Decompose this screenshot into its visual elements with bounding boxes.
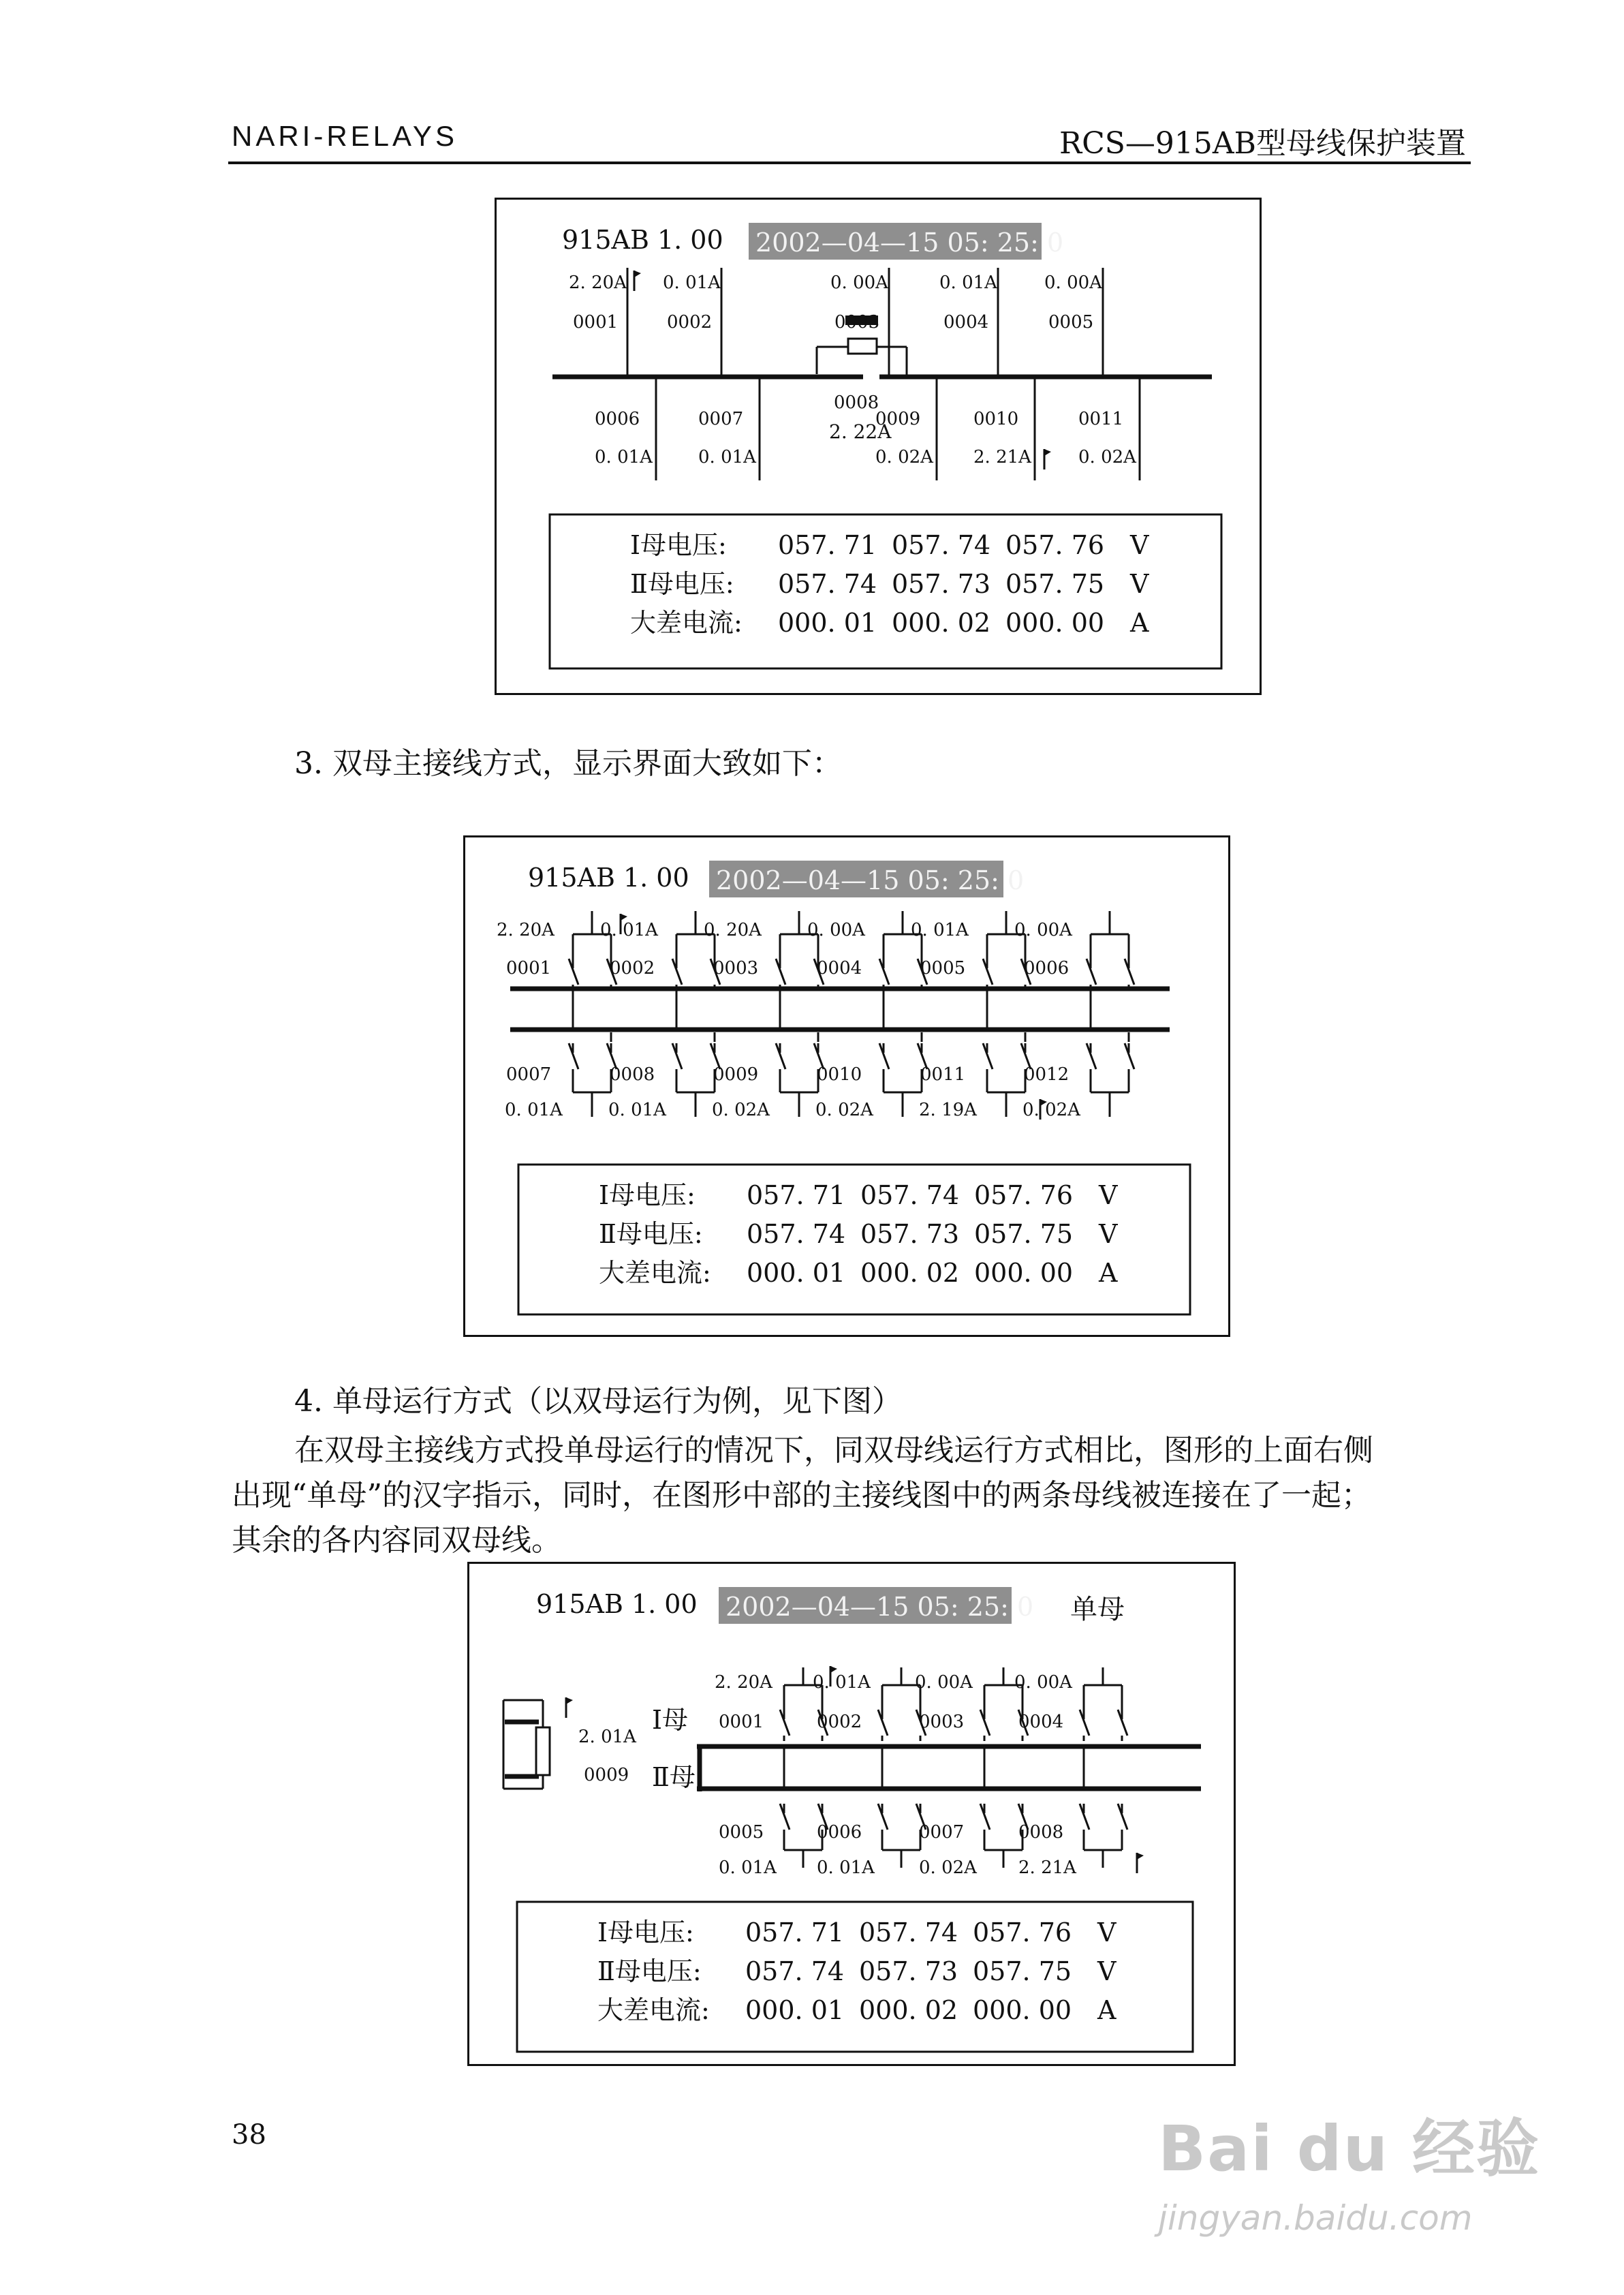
figure1-top-bay-id: 0003: [834, 312, 880, 333]
section4-line3: 其余的各内容同双母线。: [232, 1523, 561, 1558]
figure2-meas-value: 057. 73: [860, 1219, 960, 1249]
figure2-meas-value: 000. 02: [860, 1258, 960, 1288]
figure1-coupler-current: 2. 22A: [829, 420, 892, 443]
figure2-top-bay-id: 0006: [1024, 958, 1069, 979]
figure2-meas-value: 057. 76: [974, 1180, 1074, 1210]
figure2-top-bay-id: 0003: [713, 958, 759, 979]
figure3-bottom-bay-id: 0005: [719, 1822, 764, 1843]
header-brand: NARI-RELAYS: [232, 120, 458, 152]
figure2-bottom-bay-current: 0. 01A: [608, 1100, 666, 1120]
figure1-bottom-bay-current: 0. 01A: [595, 447, 653, 467]
figure2-top-bay-current: 0. 01A: [600, 920, 658, 940]
figure3-meas-label: 大差电流:: [597, 1995, 710, 2025]
section3-heading: 3. 双母主接线方式，显示界面大致如下：: [294, 746, 842, 781]
figure1-meas-value: 057. 73: [892, 569, 991, 599]
header-rule: [228, 161, 1471, 164]
figure2-meas-value: 057. 71: [747, 1180, 846, 1210]
figure2-top-bay-id: 0001: [506, 958, 552, 979]
figure1-diagram: [497, 200, 1260, 693]
figure3-meas-value: 057. 71: [745, 1917, 845, 1947]
figure3-top-bay-id: 0003: [919, 1712, 965, 1732]
figure1-top-bay-id: 0004: [943, 312, 989, 333]
figure2-top-bay-current: 2. 20A: [497, 920, 555, 940]
figure1-bottom-bay-id: 0006: [595, 409, 640, 429]
figure3-top-bay-current: 0. 01A: [813, 1672, 871, 1693]
figure3-meas-value: 000. 01: [745, 1995, 845, 2025]
figure3-version-label: 915AB 1. 00: [536, 1589, 698, 1619]
figure1-top-bay-id: 0001: [573, 312, 619, 333]
figure1-meas-unit: V: [1130, 530, 1149, 560]
figure-single-bus-sectioned: [495, 198, 1262, 695]
figure2-bottom-bay-id: 0009: [713, 1064, 759, 1085]
figure1-datetime: 2002—04—15 05: 25: 0: [755, 228, 1064, 258]
figure2-meas-value: 057. 74: [747, 1219, 846, 1249]
figure1-top-bay-current: 0. 01A: [663, 273, 721, 293]
figure1-top-bay-flag: [634, 271, 641, 277]
figure3-diagram: [469, 1564, 1234, 2064]
figure1-meas-value: 057. 74: [892, 530, 991, 560]
figure3-bottom-bay-current: 0. 02A: [919, 1858, 977, 1878]
figure3-bottom-bay-id: 0006: [817, 1822, 862, 1843]
figure2-meas-unit: A: [1099, 1258, 1118, 1288]
figure1-meas-label: Ⅰ母电压:: [630, 530, 727, 560]
figure2-diagram: [465, 837, 1228, 1335]
figure2-top-bay-id: 0002: [610, 958, 655, 979]
figure3-datetime: 2002—04—15 05: 25: 0: [725, 1592, 1034, 1622]
figure3-bottom-bay-current: 2. 21A: [1018, 1858, 1076, 1878]
figure3-bottom-bay-id: 0008: [1018, 1822, 1064, 1843]
figure1-meas-value: 057. 75: [1005, 569, 1105, 599]
figure-double-bus: [463, 835, 1230, 1337]
figure3-bottom-bay-flag: [1137, 1853, 1144, 1860]
figure3-top-bay-current: 0. 00A: [1014, 1672, 1072, 1693]
figure1-bottom-bay-id: 0010: [973, 409, 1019, 429]
figure1-meas-value: 057. 76: [1005, 530, 1105, 560]
figure3-top-bay-id: 0004: [1018, 1712, 1064, 1732]
figure3-meas-value: 057. 76: [973, 1917, 1072, 1947]
figure2-datetime: 2002—04—15 05: 25: 0: [716, 865, 1025, 895]
figure1-top-bay-current: 0. 01A: [939, 273, 997, 293]
figure2-top-bay-id: 0005: [920, 958, 966, 979]
figure1-bottom-bay-current: 0. 02A: [1078, 447, 1136, 467]
figure3-meas-value: 057. 74: [859, 1917, 958, 1947]
figure2-bottom-bay-current: 0. 02A: [712, 1100, 770, 1120]
figure2-version-label: 915AB 1. 00: [528, 863, 689, 893]
figure1-top-bay-current: 0. 00A: [1044, 273, 1102, 293]
figure2-bottom-bay-current: 0. 02A: [815, 1100, 873, 1120]
figure2-meas-label: Ⅰ母电压:: [599, 1180, 696, 1210]
page-number: 38: [232, 2119, 266, 2151]
section4-line1: 在双母主接线方式投单母运行的情况下，同双母线运行方式相比，图形的上面右侧: [294, 1433, 1373, 1468]
figure2-bottom-bay-id: 0007: [506, 1064, 552, 1085]
figure2-bottom-bay-current: 0. 01A: [505, 1100, 563, 1120]
figure2-meas-value: 057. 74: [860, 1180, 960, 1210]
figure1-top-bay-id: 0002: [667, 312, 713, 333]
figure3-mode-label: 单母: [1070, 1594, 1125, 1625]
figure3-coupler-id: 0009: [584, 1765, 629, 1785]
figure2-meas-value: 000. 00: [974, 1258, 1074, 1288]
section4-heading: 4. 单母运行方式（以双母运行为例，见下图）: [294, 1384, 902, 1419]
figure1-meas-value: 000. 02: [892, 608, 991, 638]
figure2-top-bay-current: 0. 00A: [1014, 920, 1072, 940]
figure2-bottom-bay-current: 2. 19A: [919, 1100, 977, 1120]
figure1-meas-label: Ⅱ母电压:: [630, 569, 734, 599]
figure2-meas-label: 大差电流:: [599, 1258, 711, 1288]
header-product-title: RCS—915AB型母线保护装置: [1059, 126, 1466, 161]
figure-single-bus-operation: [467, 1562, 1236, 2066]
figure2-top-bay-current: 0. 00A: [807, 920, 865, 940]
figure1-top-bay-current: 0. 00A: [830, 273, 888, 293]
figure3-top-bay-id: 0002: [817, 1712, 862, 1732]
figure1-meas-value: 000. 00: [1005, 608, 1105, 638]
figure1-bottom-bay-current: 0. 01A: [698, 447, 756, 467]
figure3-meas-unit: A: [1097, 1995, 1116, 2025]
figure2-bottom-bay-id: 0008: [610, 1064, 655, 1085]
figure2-meas-label: Ⅱ母电压:: [599, 1219, 703, 1249]
figure3-coupler-ct: [536, 1727, 550, 1775]
figure3-top-bay-current: 2. 20A: [715, 1672, 772, 1693]
figure1-top-bay-id: 0005: [1048, 312, 1094, 333]
figure3-meas-value: 057. 74: [745, 1956, 845, 1986]
figure3-meas-value: 057. 75: [973, 1956, 1072, 1986]
figure3-meas-label: Ⅱ母电压:: [597, 1956, 702, 1986]
figure2-bottom-bay-id: 0010: [817, 1064, 862, 1085]
figure1-bottom-bay-id: 0009: [875, 409, 921, 429]
figure1-meas-value: 057. 74: [778, 569, 877, 599]
figure3-top-bay-id: 0001: [719, 1712, 764, 1732]
watermark-brand: Bai du 经验: [1158, 2112, 1541, 2185]
figure1-meas-unit: A: [1130, 608, 1149, 638]
figure1-meas-label: 大差电流:: [630, 608, 743, 638]
figure1-coupler-id: 0008: [834, 392, 879, 413]
figure3-coupler-current: 2. 01A: [578, 1727, 636, 1747]
figure1-meas-value: 000. 01: [778, 608, 877, 638]
figure2-bottom-bay-id: 0012: [1024, 1064, 1069, 1085]
figure2-top-bay-current: 0. 01A: [911, 920, 969, 940]
figure3-meas-unit: V: [1097, 1956, 1116, 1986]
figure1-bottom-bay-flag: [1044, 449, 1051, 456]
figure3-meas-value: 000. 02: [859, 1995, 958, 2025]
figure3-bus1-label: Ⅰ母: [652, 1705, 689, 1735]
figure1-bottom-bay-current: 0. 02A: [875, 447, 933, 467]
section4-line2: 出现“单母”的汉字指示，同时，在图形中部的主接线图中的两条母线被连接在了一起；: [232, 1478, 1371, 1513]
figure1-coupler-ct: [848, 339, 877, 354]
figure1-meas-unit: V: [1130, 569, 1149, 599]
figure1-bottom-bay-id: 0011: [1078, 409, 1124, 429]
figure1-version-label: 915AB 1. 00: [562, 225, 723, 255]
figure3-meas-label: Ⅰ母电压:: [597, 1917, 694, 1947]
figure3-bus2-label: Ⅱ母: [652, 1762, 696, 1792]
figure3-bottom-bay-id: 0007: [919, 1822, 965, 1843]
watermark-url: jingyan.baidu.com: [1158, 2198, 1473, 2238]
figure1-bottom-bay-id: 0007: [698, 409, 744, 429]
figure3-coupler-flag: [566, 1697, 573, 1704]
figure3-top-bay-current: 0. 00A: [915, 1672, 973, 1693]
figure2-bottom-bay-current: 0. 02A: [1022, 1100, 1080, 1120]
figure3-bottom-bay-current: 0. 01A: [817, 1858, 875, 1878]
figure2-meas-value: 000. 01: [747, 1258, 846, 1288]
figure3-bottom-bay-current: 0. 01A: [719, 1858, 777, 1878]
figure3-meas-value: 000. 00: [973, 1995, 1072, 2025]
figure1-top-bay-current: 2. 20A: [569, 273, 627, 293]
figure3-meas-unit: V: [1097, 1917, 1116, 1947]
figure2-bottom-bay-id: 0011: [920, 1064, 966, 1085]
figure3-meas-value: 057. 73: [859, 1956, 958, 1986]
figure1-meas-value: 057. 71: [778, 530, 877, 560]
figure2-top-bay-id: 0004: [817, 958, 862, 979]
figure2-meas-unit: V: [1099, 1219, 1118, 1249]
figure2-meas-unit: V: [1099, 1180, 1118, 1210]
figure2-meas-value: 057. 75: [974, 1219, 1074, 1249]
figure1-bottom-bay-current: 2. 21A: [973, 447, 1031, 467]
figure2-top-bay-current: 0. 20A: [704, 920, 762, 940]
